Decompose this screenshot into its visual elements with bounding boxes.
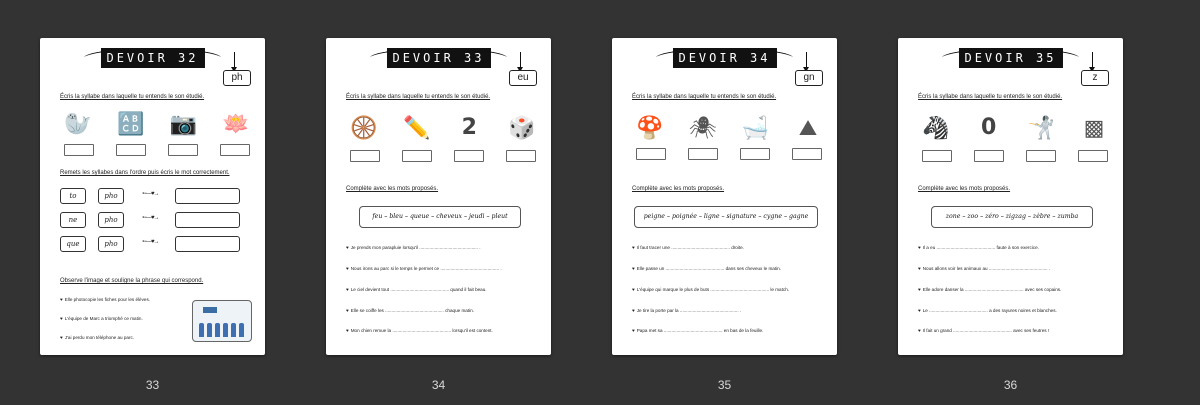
instruction-heading: Remets les syllabes dans l'ordre puis écris le mot correctement.	[60, 170, 230, 176]
instruction-heading: Complète avec les mots proposés.	[918, 186, 1011, 192]
heart-icon: ♥	[632, 328, 635, 333]
title-banner	[898, 48, 1123, 70]
heart-icon: ♥	[632, 245, 635, 250]
answer-box[interactable]	[168, 144, 198, 156]
answer-box[interactable]	[688, 148, 718, 160]
worksheet-page-35[interactable]	[612, 38, 837, 355]
board-game-icon: 🎲	[508, 115, 536, 140]
sentence-line: ♥ Nous allons voir les animaux au .............................................. .	[918, 266, 1051, 271]
syllable-row	[60, 212, 250, 228]
heart-icon: ♥	[918, 266, 921, 271]
pencils-icon: ✏️	[402, 115, 431, 140]
answer-box[interactable]	[792, 148, 822, 160]
heart-icon: ♥	[346, 245, 349, 250]
sentence-line: ♥ L'équipe qui marque le plus de buts .............................................. le match.	[632, 287, 790, 292]
sound-badge: eu	[509, 70, 537, 86]
heart-icon: ♥	[346, 328, 349, 333]
sound-badge: z	[1081, 70, 1109, 86]
flag-shape	[203, 307, 217, 313]
sentence-line: ♥ Il faut tracer une .............................................. droite.	[632, 245, 744, 250]
arrow-icon: ➳—♥→	[142, 239, 159, 245]
tires-icon: 🛞	[350, 115, 378, 140]
heart-icon: ♥	[918, 287, 921, 292]
syllable-card: pho	[98, 188, 124, 204]
team-photo	[192, 300, 252, 342]
answer-box[interactable]	[1026, 150, 1056, 162]
sentence-line: ♥ Je prends mon parapluie lorsqu'il .............................................. .	[346, 245, 481, 250]
heart-icon: ♥	[346, 308, 349, 313]
heart-icon: ♥	[346, 287, 349, 292]
zero-icon: 0	[981, 115, 997, 140]
worksheet-title: DEVOIR 34	[672, 48, 776, 68]
arrow-icon	[520, 52, 521, 68]
arrow-icon: ➳—♥→	[142, 215, 159, 221]
sentence-option[interactable]: ♥ L'équipe de Marc a triomphé ce matin.	[60, 316, 143, 321]
sentence-line: ♥ Nous irons au parc si le temps le permet ce .............................................. .	[346, 266, 502, 271]
answer-box[interactable]	[636, 148, 666, 160]
letters-icon: 🔠	[116, 111, 145, 136]
instruction-heading: Écris la syllabe dans laquelle tu entends le son étudié.	[60, 94, 205, 100]
sentence-option[interactable]: ♥ J'ai perdu mon téléphone au parc.	[60, 335, 135, 340]
sentence-line: ♥ Le ciel devient tout .............................................. quand il fait beau.	[346, 287, 487, 292]
heart-icon: ♥	[60, 335, 63, 340]
heart-icon: ♥	[918, 245, 921, 250]
answer-box[interactable]	[402, 150, 432, 162]
sentence-option[interactable]: ♥ Elle photocopie les fiches pour les élèves.	[60, 297, 151, 302]
heart-icon: ♥	[632, 287, 635, 292]
answer-box[interactable]	[116, 144, 146, 156]
worksheet-page-36[interactable]	[898, 38, 1123, 355]
spider-icon: 🕷	[688, 115, 717, 140]
answer-field[interactable]	[175, 236, 240, 252]
sentence-line: ♥ Il fait un grand .............................................. avec ses feutres !	[918, 328, 1050, 333]
word-bank: zone – zoo – zéro – zigzag – zèbre – zumba	[931, 206, 1093, 228]
worksheet-title: DEVOIR 35	[958, 48, 1062, 68]
instruction-heading: Complète avec les mots proposés.	[632, 186, 725, 192]
heart-icon: ♥	[632, 308, 635, 313]
zorro-icon: 🤺	[1027, 115, 1056, 140]
answer-box[interactable]	[64, 144, 94, 156]
instruction-heading: Observe l'image et souligne la phrase qui correspond.	[60, 278, 204, 284]
page-number: 35	[717, 378, 732, 392]
person-figure	[231, 323, 236, 337]
answer-box-row	[348, 150, 538, 162]
sentence-line: ♥ Elle se coiffe les .............................................. chaque matin.	[346, 308, 474, 313]
sentence-line: ♥ Il a eu .............................................. faute à son exercice.	[918, 245, 1039, 250]
zigzag-pattern-icon: ▩	[1083, 115, 1105, 140]
answer-box-row	[634, 148, 824, 160]
page-number: 36	[1003, 378, 1018, 392]
heart-icon: ♥	[918, 308, 921, 313]
answer-field[interactable]	[175, 188, 240, 204]
zebra-icon: 🦓	[922, 115, 950, 140]
syllable-row	[60, 236, 250, 252]
sentence-line: ♥ Je tire la porte par la .............................................. .	[632, 308, 742, 313]
title-banner	[326, 48, 551, 70]
syllable-card: to	[60, 188, 86, 204]
answer-box[interactable]	[740, 148, 770, 160]
syllable-card: pho	[98, 236, 124, 252]
camera-icon: 📷	[169, 111, 198, 136]
syllable-card: que	[60, 236, 86, 252]
syllable-card: ne	[60, 212, 86, 228]
page-number: 34	[431, 378, 446, 392]
answer-box[interactable]	[506, 150, 536, 162]
word-bank: peigne – poignée – ligne – signature – cygne – gagne	[634, 206, 818, 228]
sentence-line: ♥ Elle adore danser la .............................................. avec ses copains.	[918, 287, 1062, 292]
number-two-icon: 2	[461, 115, 477, 140]
person-figure	[215, 323, 220, 337]
syllable-row	[60, 188, 250, 204]
worksheet-title: DEVOIR 33	[386, 48, 490, 68]
picture-row	[920, 114, 1110, 144]
mountain-icon: ⛰	[798, 115, 818, 140]
sound-badge: ph	[223, 70, 251, 86]
picture-row	[62, 110, 252, 140]
syllable-card: pho	[98, 212, 124, 228]
worksheet-title: DEVOIR 32	[100, 48, 204, 68]
arrow-icon	[234, 52, 235, 68]
answer-box-row	[920, 150, 1110, 162]
page-number: 33	[145, 378, 160, 392]
word-bank: feu – bleu – queue – cheveux – jeudi – pleut	[359, 206, 521, 228]
heart-icon: ♥	[346, 266, 349, 271]
instruction-heading: Écris la syllabe dans laquelle tu entends le son étudié.	[346, 94, 491, 100]
heart-icon: ♥	[60, 316, 63, 321]
bathtub-icon: 🛁	[741, 115, 770, 140]
answer-field[interactable]	[175, 212, 240, 228]
answer-box[interactable]	[220, 144, 250, 156]
heart-icon: ♥	[632, 266, 635, 271]
mushroom-icon: 🍄	[636, 115, 664, 140]
heart-icon: ♥	[60, 297, 63, 302]
sentence-line: ♥ Elle passe un .............................................. dans ses cheveux le matin.	[632, 266, 781, 271]
sound-badge: gn	[795, 70, 823, 86]
title-banner	[40, 48, 265, 70]
heart-icon: ♥	[918, 328, 921, 333]
instruction-heading: Complète avec les mots proposés.	[346, 186, 439, 192]
worksheet-page-34[interactable]	[326, 38, 551, 355]
instruction-heading: Écris la syllabe dans laquelle tu entends le son étudié.	[632, 94, 777, 100]
answer-box[interactable]	[974, 150, 1004, 162]
worksheet-page-33[interactable]	[40, 38, 265, 355]
title-banner	[612, 48, 837, 70]
seal-icon: 🦭	[64, 111, 92, 136]
arrow-icon: ➳—♥→	[142, 191, 159, 197]
arrow-icon	[806, 52, 807, 68]
arrow-icon	[1092, 52, 1093, 68]
answer-box[interactable]	[350, 150, 380, 162]
instruction-heading: Écris la syllabe dans laquelle tu entends le son étudié.	[918, 94, 1063, 100]
picture-row	[348, 114, 538, 144]
person-figure	[223, 323, 228, 337]
answer-box[interactable]	[1078, 150, 1108, 162]
answer-box[interactable]	[454, 150, 484, 162]
sentence-line: ♥ Papa met sa .............................................. en bas de la feuille.	[632, 328, 764, 333]
lotus-icon: 🪷	[222, 111, 250, 136]
sentence-line: ♥ Mon chien remue la .............................................. lorsqu'il est content.	[346, 328, 493, 333]
person-figure	[199, 323, 204, 337]
person-figure	[239, 323, 244, 337]
answer-box-row	[62, 144, 252, 156]
answer-box[interactable]	[922, 150, 952, 162]
sentence-line: ♥ Le .............................................. a des rayures noires et blanches.	[918, 308, 1057, 313]
person-figure	[207, 323, 212, 337]
picture-row	[634, 114, 824, 144]
